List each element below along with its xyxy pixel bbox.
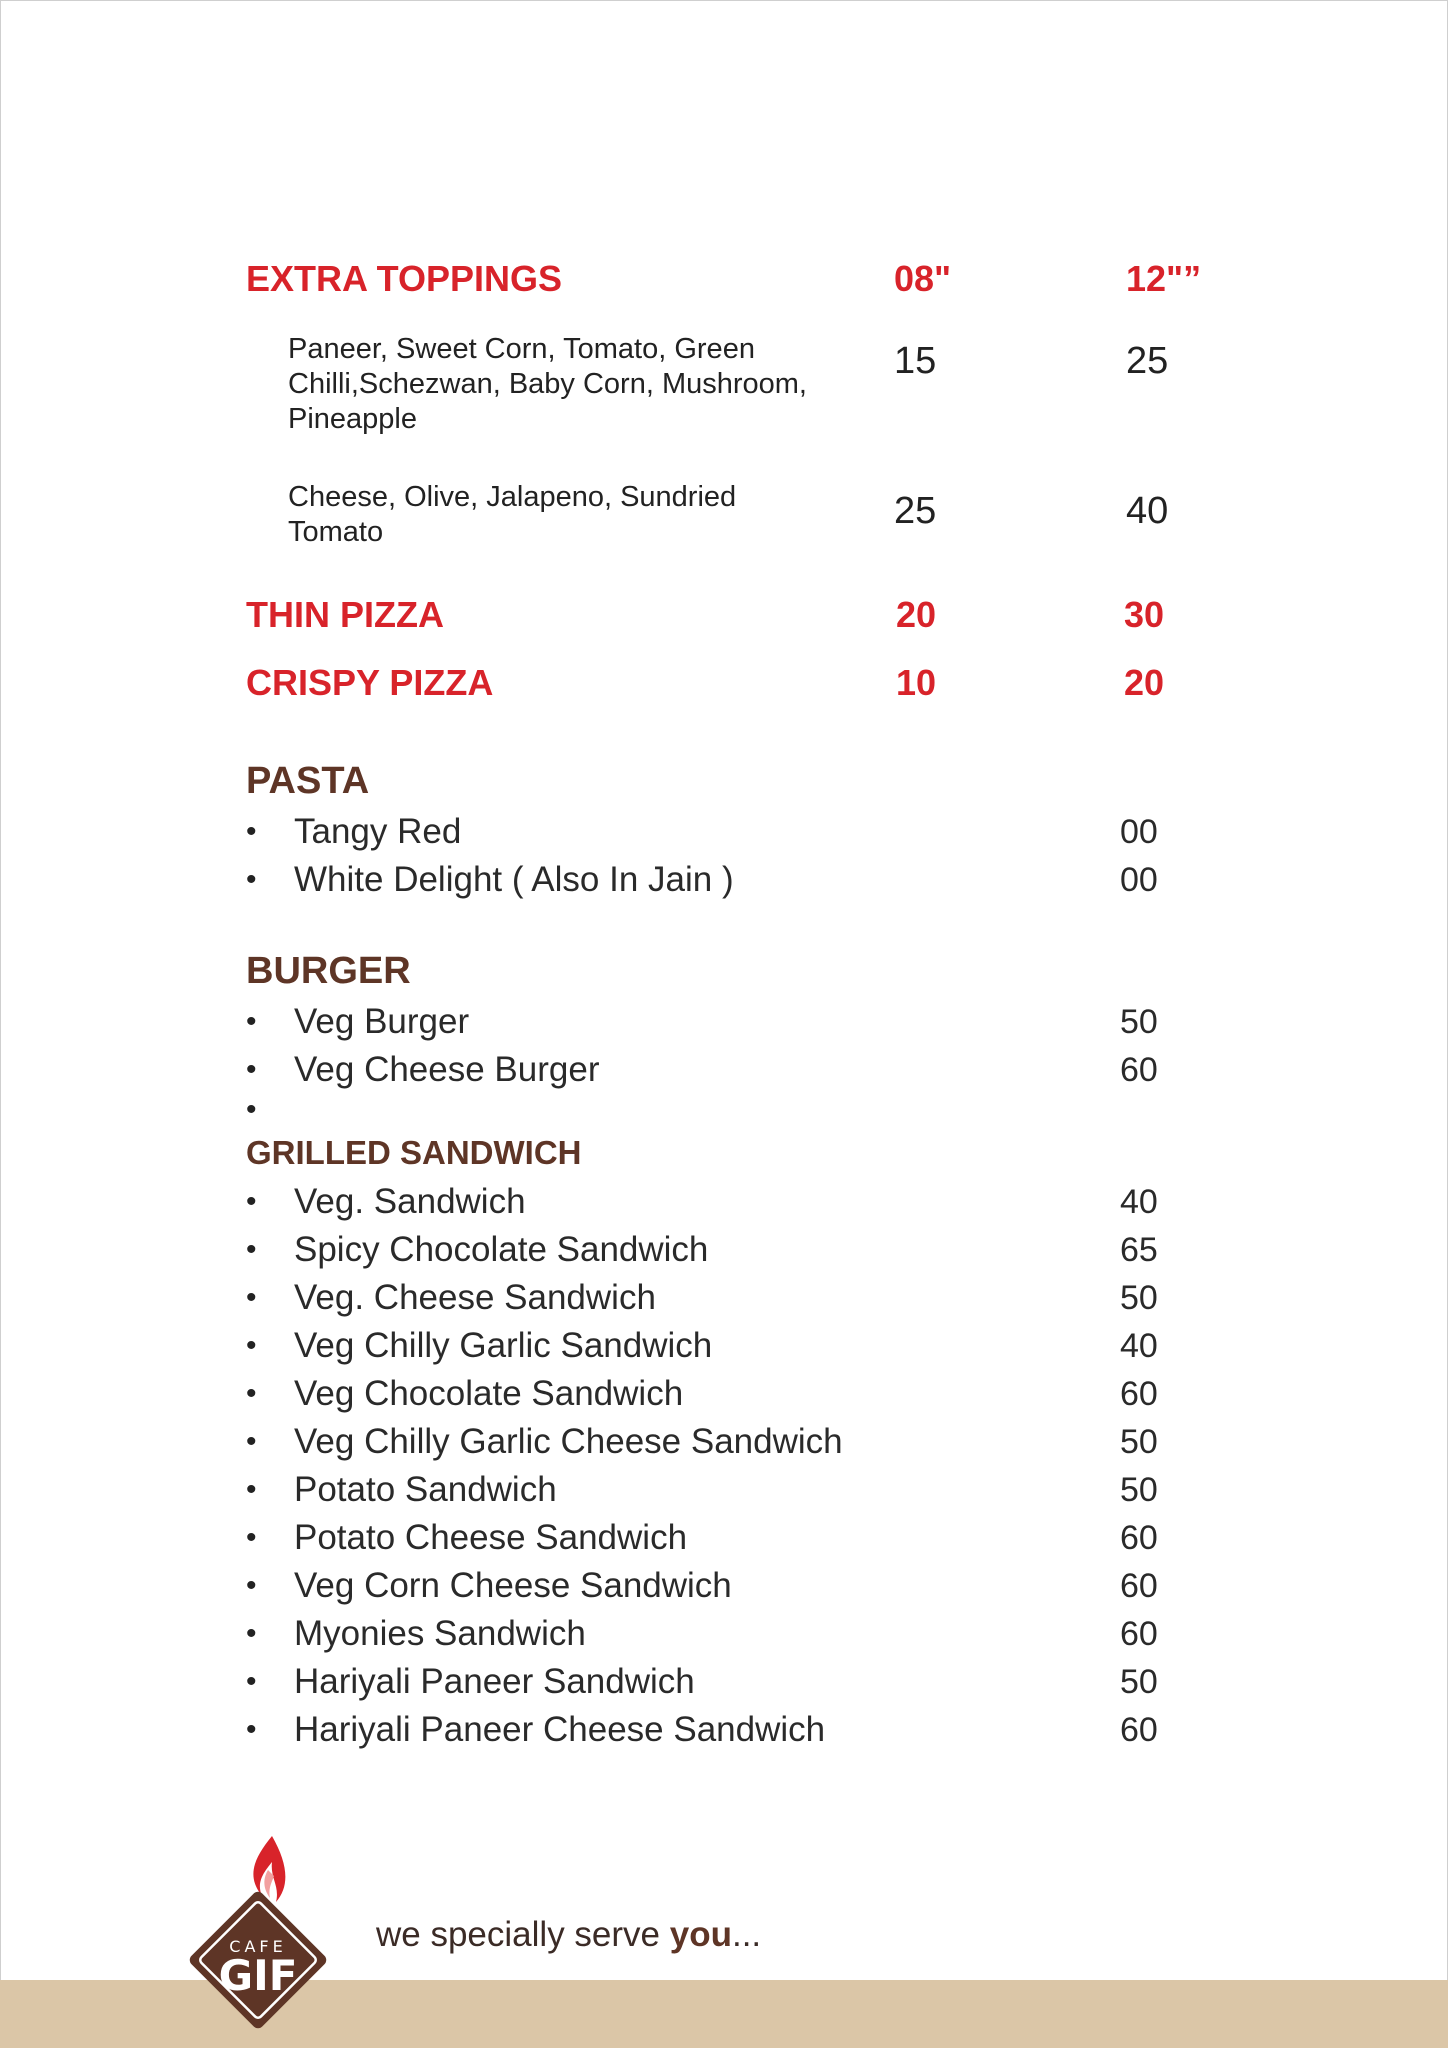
menu-item: [246, 1228, 1186, 1272]
bullet: •: [246, 1377, 257, 1410]
item-name: Veg. Cheese Sandwich: [294, 1278, 656, 1317]
item-price: 40: [1120, 1327, 1158, 1365]
menu-item: [246, 1612, 1186, 1656]
bullet: •: [246, 1473, 257, 1506]
cafe-gif-logo: [172, 1830, 344, 2030]
item-price: 50: [1120, 1471, 1158, 1509]
tagline: [376, 1915, 761, 1955]
item-price: 60: [1120, 1615, 1158, 1653]
bullet: •: [246, 815, 257, 848]
topping-group-2-price-8: 25: [894, 490, 937, 532]
item-price: 60: [1120, 1519, 1158, 1557]
menu-item: [246, 1000, 1186, 1044]
bullet: •: [246, 1665, 257, 1698]
thin-pizza-label: THIN PIZZA: [246, 594, 444, 635]
pasta-title: PASTA: [246, 760, 370, 802]
item-price: 50: [1120, 1279, 1158, 1317]
item-price: 60: [1120, 1567, 1158, 1605]
topping-group-2-price-12: 40: [1126, 490, 1169, 532]
bullet: •: [246, 1617, 257, 1650]
menu-item: [246, 1468, 1186, 1512]
bullet: •: [246, 1005, 257, 1038]
bullet: •: [246, 1053, 257, 1086]
bullet: •: [246, 1569, 257, 1602]
logo-gif-text: GIF: [218, 1951, 298, 2000]
menu-item: [246, 1180, 1186, 1224]
item-name: Veg Chilly Garlic Sandwich: [294, 1326, 713, 1365]
item-price: 50: [1120, 1423, 1158, 1461]
tagline-suffix: ...: [731, 1915, 762, 1954]
bullet: •: [246, 1425, 257, 1458]
item-price: 00: [1120, 861, 1158, 899]
item-name: Veg Corn Cheese Sandwich: [294, 1566, 732, 1605]
menu-item: [246, 1276, 1186, 1320]
thin-pizza-price-8: 20: [896, 594, 937, 635]
crispy-pizza-price-8: 10: [896, 662, 937, 703]
tagline-prefix: we specially serve: [376, 1915, 670, 1954]
item-name: Myonies Sandwich: [294, 1614, 586, 1653]
item-price: 60: [1120, 1375, 1158, 1413]
topping-group-1-price-8: 15: [894, 340, 937, 382]
menu-item: [246, 1048, 1186, 1092]
item-price: 50: [1120, 1663, 1158, 1701]
size-8-header: 08": [894, 258, 952, 299]
item-price: 40: [1120, 1183, 1158, 1221]
menu-item: [246, 1324, 1186, 1368]
menu-item: [246, 1372, 1186, 1416]
item-name: Hariyali Paneer Sandwich: [294, 1662, 695, 1701]
item-name: Potato Cheese Sandwich: [294, 1518, 688, 1557]
item-name: Hariyali Paneer Cheese Sandwich: [294, 1710, 826, 1749]
tagline-bold: you: [669, 1915, 732, 1954]
menu-item: [246, 1564, 1186, 1608]
item-price: 00: [1120, 813, 1158, 851]
menu-item: [246, 810, 1186, 854]
bullet: •: [246, 1093, 257, 1126]
menu-item: [246, 858, 1186, 902]
menu-item: [246, 1708, 1186, 1752]
item-price: 60: [1120, 1711, 1158, 1749]
size-12-header: 12"”: [1126, 258, 1202, 299]
item-price: 65: [1120, 1231, 1158, 1269]
thin-pizza-price-12: 30: [1124, 594, 1165, 635]
item-price: 60: [1120, 1051, 1158, 1089]
logo-cafe-text: CAFE: [229, 1937, 287, 1956]
topping-group-1-text: Paneer, Sweet Corn, Tomato, Green Chilli,Schezwan, Baby Corn, Mushroom, Pineapple: [288, 333, 807, 435]
bullet: •: [246, 1233, 257, 1266]
menu-item: [246, 1516, 1186, 1560]
bullet: •: [246, 863, 257, 896]
item-name: Veg Chilly Garlic Cheese Sandwich: [294, 1422, 843, 1461]
topping-group-2-text: Cheese, Olive, Jalapeno, Sundried Tomato: [288, 481, 737, 548]
extra-toppings-title: EXTRA TOPPINGS: [246, 258, 563, 299]
item-name: Spicy Chocolate Sandwich: [294, 1230, 709, 1269]
grilled-sandwich-title: GRILLED SANDWICH: [246, 1134, 582, 1171]
item-name: Veg Cheese Burger: [294, 1050, 600, 1089]
item-name: Veg Chocolate Sandwich: [294, 1374, 684, 1413]
menu-item: [246, 1660, 1186, 1704]
bullet: •: [246, 1713, 257, 1746]
crispy-pizza-price-12: 20: [1124, 662, 1165, 703]
burger-title: BURGER: [246, 950, 411, 992]
item-name: Veg Burger: [294, 1002, 470, 1041]
bullet: •: [246, 1521, 257, 1554]
item-name: Veg. Sandwich: [294, 1182, 526, 1221]
bullet: •: [246, 1281, 257, 1314]
item-name: Potato Sandwich: [294, 1470, 557, 1509]
bullet: •: [246, 1329, 257, 1362]
crispy-pizza-label: CRISPY PIZZA: [246, 662, 494, 703]
empty-bullet-row: [246, 1088, 1186, 1132]
item-name: Tangy Red: [294, 812, 462, 851]
topping-group-1-price-12: 25: [1126, 340, 1169, 382]
bullet: •: [246, 1185, 257, 1218]
item-price: 50: [1120, 1003, 1158, 1041]
menu-item: [246, 1420, 1186, 1464]
item-name: White Delight ( Also In Jain ): [294, 860, 734, 899]
